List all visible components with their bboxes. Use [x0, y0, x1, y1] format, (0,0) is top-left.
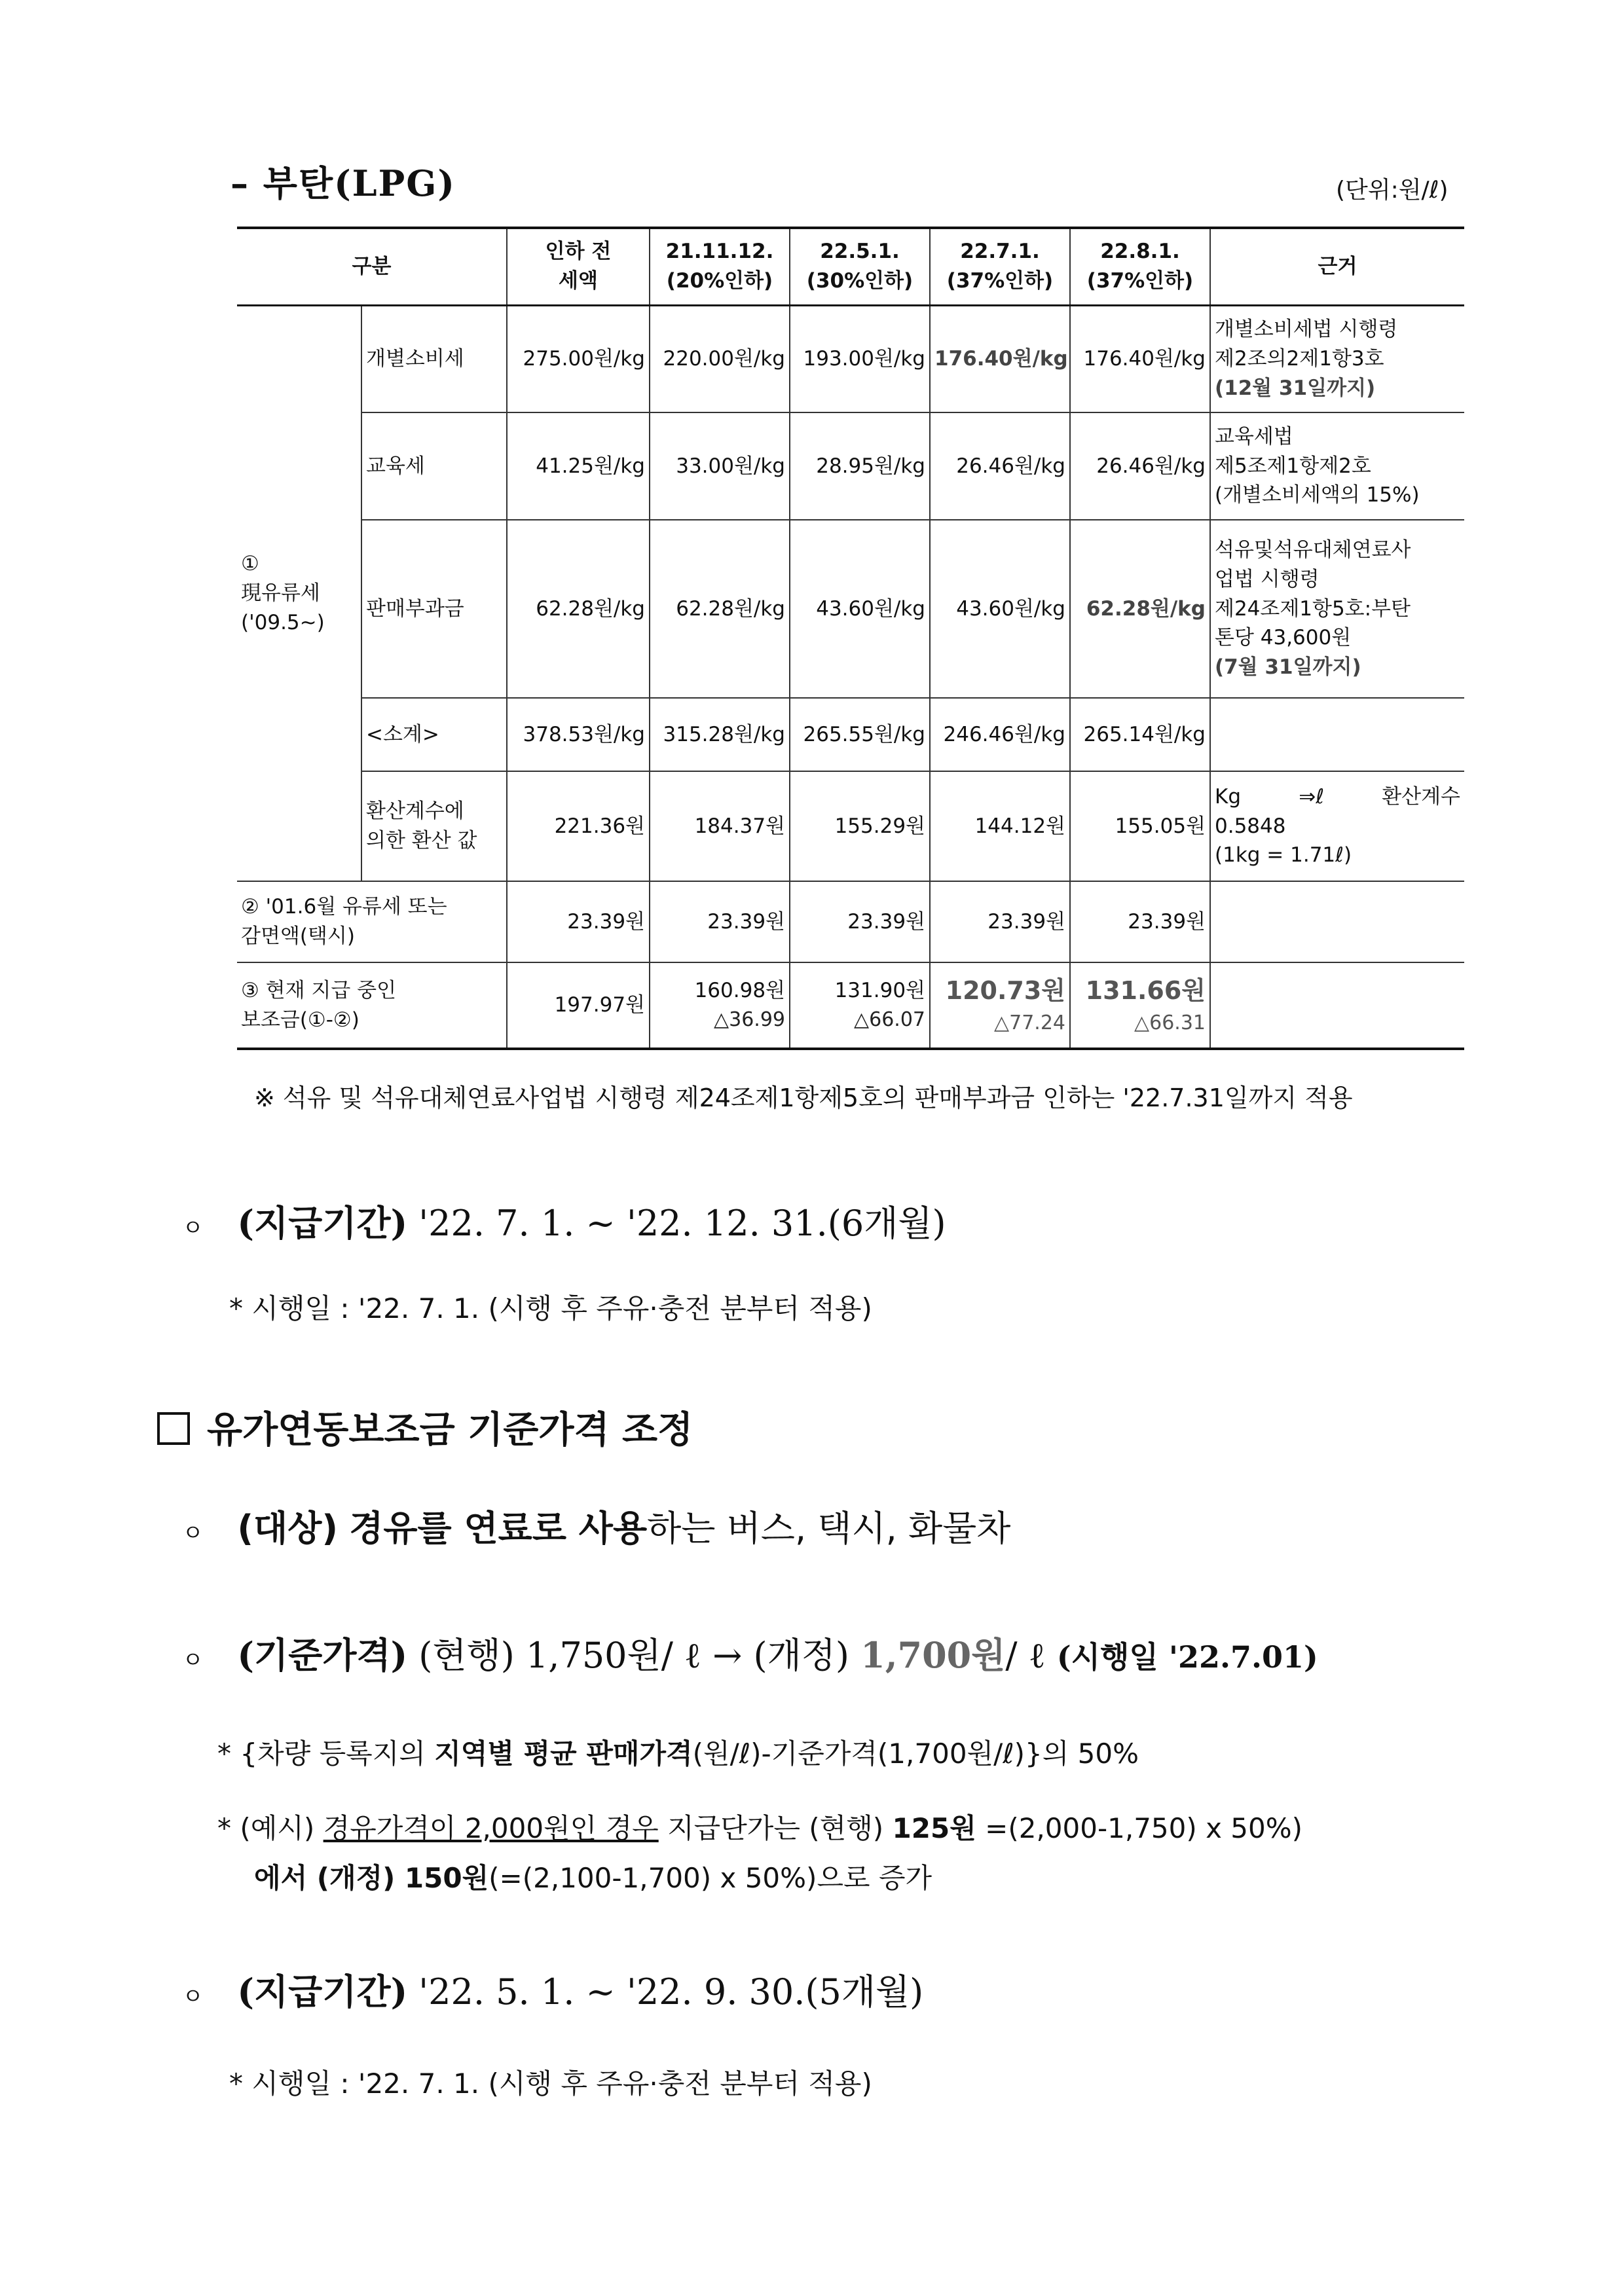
formula-pre: * {차량 등록지의	[217, 1738, 435, 1770]
table-cell: 28.95원/kg	[790, 412, 930, 520]
conversion-label: 환산계수	[1382, 784, 1460, 809]
example-new-amount: 에서 (개정) 150원	[254, 1862, 489, 1894]
target-text: 하는 버스, 택시, 화물차	[647, 1508, 1011, 1549]
basis-cell	[1210, 771, 1464, 881]
table-cell: 33.00원/kg	[650, 412, 790, 520]
header-before: 인하 전 세액	[507, 228, 650, 305]
table-row	[237, 305, 1464, 412]
table-cell: 176.40원/kg	[1070, 305, 1210, 412]
row-name: 환산계수에 의한 환산 값	[361, 771, 507, 881]
subsidy-delta: △36.99	[714, 1008, 785, 1032]
table-cell: 23.39원	[1070, 881, 1210, 962]
basis-cell: 교육세법 제5조제1항제2호 (개별소비세액의 15%)	[1210, 412, 1464, 520]
circle-bullet-icon: ㅇ	[182, 1215, 204, 1241]
table-cell: 220.00원/kg	[650, 305, 790, 412]
table-row	[237, 771, 1464, 881]
new-unit: / ℓ	[1005, 1635, 1046, 1676]
table-cell: 184.37원	[650, 771, 790, 881]
basis-cell	[1210, 881, 1464, 962]
base-price-line	[182, 1628, 1318, 1678]
table-cell: 144.12원	[930, 771, 1070, 881]
table-cell: 176.40원/kg	[930, 305, 1070, 412]
table-cell: 26.46원/kg	[1070, 412, 1210, 520]
basis-note: (12월 31일까지)	[1215, 376, 1376, 400]
header-basis: 근거	[1210, 228, 1464, 305]
table-cell: 43.60원/kg	[930, 520, 1070, 698]
current-label: (현행)	[418, 1635, 515, 1676]
effective-date-note: * 시행일 : '22. 7. 1. (시행 후 주유·충전 분부터 적용)	[229, 1292, 872, 1324]
target-line	[182, 1501, 1010, 1551]
conversion-from: Kg	[1215, 784, 1242, 809]
period-text: '22. 5. 1. ~ '22. 9. 30.(5개월)	[418, 1971, 924, 2013]
table-cell: 378.53원/kg	[507, 698, 650, 771]
group1-label: ① 現유류세 ('09.5~)	[237, 305, 361, 881]
effective-date-note-2: * 시행일 : '22. 7. 1. (시행 후 주유·충전 분부터 적용)	[229, 2068, 872, 2100]
table-cell: 265.55원/kg	[790, 698, 930, 771]
table-cell: 62.28원/kg	[1070, 520, 1210, 698]
period-text: '22. 7. 1. ~ '22. 12. 31.(6개월)	[418, 1203, 946, 1244]
example-underlined: 경유가격이 2,000원인 경우	[323, 1812, 659, 1844]
circle-bullet-icon: ㅇ	[182, 1520, 204, 1546]
conversion-line	[1215, 782, 1460, 812]
period-label: (지급기간)	[237, 1202, 408, 1244]
section-heading	[157, 1401, 693, 1453]
subsidy-value: 131.66원	[1085, 976, 1206, 1006]
new-label: (개정)	[753, 1635, 849, 1676]
example-new-calc: (=(2,100-1,700) x 50%)으로 증가	[489, 1862, 932, 1894]
table-cell: 193.00원/kg	[790, 305, 930, 412]
basis-note: (7월 31일까지)	[1215, 655, 1361, 680]
row-name: 개별소비세	[361, 305, 507, 412]
table-cell: 197.97원	[507, 962, 650, 1049]
subsidy-delta: △66.07	[854, 1008, 925, 1032]
basis-text: 석유및석유대체연료사 업법 시행령 제24조제1항5호:부탄 톤당 43,600원	[1215, 538, 1411, 650]
formula-bold: 지역별 평균 판매가격	[434, 1738, 693, 1770]
subsidy-value: 120.73원	[945, 976, 1065, 1006]
table-footnote: ※ 석유 및 석유대체연료사업법 시행령 제24조제1항제5호의 판매부과금 인하는 '22.7.31일까지 적용	[254, 1084, 1353, 1112]
price-label: (기준가격)	[237, 1634, 408, 1676]
period-label: (지급기간)	[237, 1971, 408, 2013]
basis-cell	[1210, 698, 1464, 771]
table-row	[237, 412, 1464, 520]
payment-period-line	[182, 1195, 946, 1246]
table-cell: 23.39원	[650, 881, 790, 962]
table-cell: 23.39원	[790, 881, 930, 962]
formula-note	[217, 1732, 1139, 1772]
table-row	[237, 881, 1464, 962]
arrow-right-icon: →	[712, 1635, 743, 1676]
conversion-factor: 0.5848 (1kg = 1.71ℓ)	[1215, 814, 1352, 867]
table-cell: 62.28원/kg	[650, 520, 790, 698]
new-value: 1,700원	[860, 1634, 1006, 1676]
header-c2: 22.5.1. (30%인하)	[790, 228, 930, 305]
payment-period-line-2	[182, 1964, 923, 2014]
table-row	[237, 520, 1464, 698]
target-label: (대상)	[237, 1508, 339, 1549]
table-cell: 62.28원/kg	[507, 520, 650, 698]
row-name: <소계>	[361, 698, 507, 771]
row-name: 교육세	[361, 412, 507, 520]
basis-cell	[1210, 305, 1464, 412]
subsidy-delta: △77.24	[994, 1011, 1065, 1035]
table-cell	[650, 962, 790, 1049]
subsidy-value: 160.98원	[694, 979, 785, 1003]
table-cell: 246.46원/kg	[930, 698, 1070, 771]
table-cell: 41.25원/kg	[507, 412, 650, 520]
table-cell: 26.46원/kg	[930, 412, 1070, 520]
checkbox-square-icon	[157, 1412, 190, 1445]
table-cell: 221.36원	[507, 771, 650, 881]
conversion-arrow: ⇒ℓ	[1299, 784, 1324, 809]
section-title: – 부탄(LPG)	[231, 162, 456, 204]
table-cell: 265.14원/kg	[1070, 698, 1210, 771]
circle-bullet-icon: ㅇ	[182, 1984, 204, 2010]
basis-text: 개별소비세법 시행령 제2조의2제1항3호	[1215, 317, 1398, 371]
formula-post: (원/ℓ)-기준가격(1,700원/ℓ)}의 50%	[692, 1738, 1139, 1770]
example-current-calc: =(2,000-1,750) x 50%)	[976, 1812, 1303, 1844]
table-row	[237, 698, 1464, 771]
header-c3: 22.7.1. (37%인하)	[930, 228, 1070, 305]
row-name: ③ 현재 지급 중인 보조금(①-②)	[237, 962, 507, 1049]
header-c4: 22.8.1. (37%인하)	[1070, 228, 1210, 305]
header-c1: 21.11.12. (20%인하)	[650, 228, 790, 305]
basis-cell	[1210, 520, 1464, 698]
section-heading-text: 유가연동보조금 기준가격 조정	[207, 1409, 693, 1451]
table-cell	[790, 962, 930, 1049]
table-cell: 23.39원	[507, 881, 650, 962]
subsidy-delta: △66.31	[1134, 1011, 1206, 1035]
table-cell: 155.05원	[1070, 771, 1210, 881]
example-mid: 지급단가는 (현행)	[658, 1812, 893, 1844]
subsidy-value: 131.90원	[834, 979, 925, 1003]
unit-label: (단위:원/ℓ)	[1336, 177, 1449, 204]
table-cell: 275.00원/kg	[507, 305, 650, 412]
table-cell	[930, 962, 1070, 1049]
table-cell: 155.29원	[790, 771, 930, 881]
table-cell	[1070, 962, 1210, 1049]
example-current-amount: 125원	[892, 1812, 976, 1844]
example-pre: * (예시)	[217, 1812, 323, 1844]
example-note	[217, 1807, 1302, 1846]
example-note-line2	[254, 1857, 932, 1896]
header-category: 구분	[237, 228, 507, 305]
row-name: 판매부과금	[361, 520, 507, 698]
basis-cell	[1210, 962, 1464, 1049]
lpg-tax-table	[237, 227, 1464, 1050]
table-row	[237, 962, 1464, 1049]
target-bold-text: 경유를 연료로 사용	[349, 1508, 648, 1549]
table-cell: 43.60원/kg	[790, 520, 930, 698]
table-header-row	[237, 228, 1464, 305]
row-name: ② '01.6월 유류세 또는 감면액(택시)	[237, 881, 507, 962]
current-value: 1,750원/ ℓ	[525, 1635, 701, 1676]
table-cell: 23.39원	[930, 881, 1070, 962]
circle-bullet-icon: ㅇ	[182, 1647, 204, 1673]
table-cell: 315.28원/kg	[650, 698, 790, 771]
effective-date: (시행일 '22.7.01)	[1056, 1639, 1318, 1675]
